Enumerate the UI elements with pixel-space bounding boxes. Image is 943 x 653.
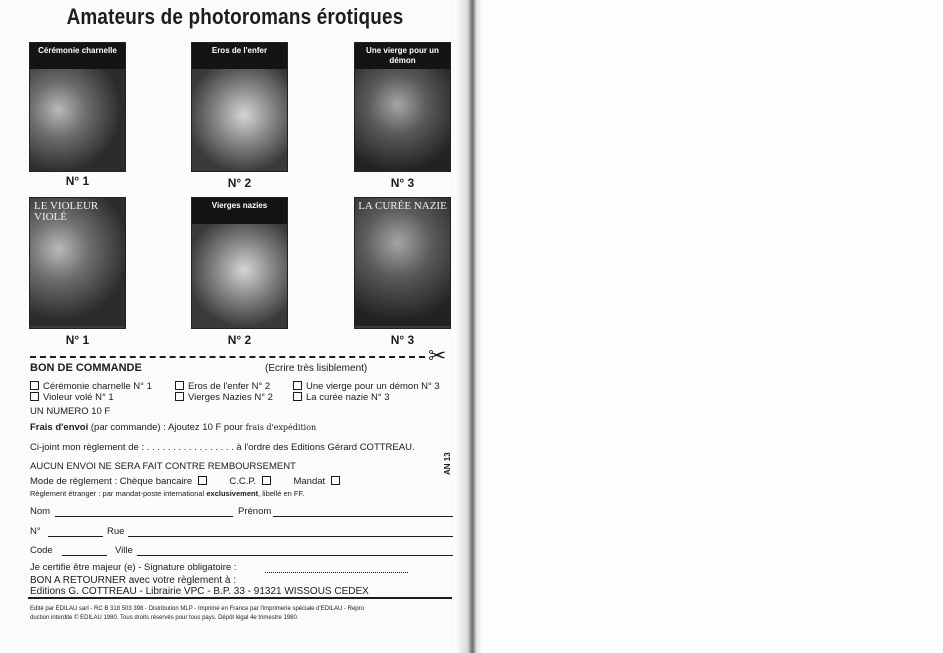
cover-number: N° 2 bbox=[227, 333, 252, 347]
code-an: AN 13 bbox=[443, 452, 452, 475]
cover-une-vierge-pour-un-demon bbox=[355, 43, 450, 171]
option-label: Cérémonie charnelle N° 1 bbox=[43, 381, 152, 392]
payment-line: Ci-joint mon règlement de : . . . . . . . . . . . . . . . . . à l'ordre des Editions Gérard COTTREAU. bbox=[30, 442, 415, 453]
prenom-field[interactable] bbox=[273, 516, 453, 517]
numero-field[interactable] bbox=[48, 536, 103, 537]
numero-label: N° bbox=[30, 526, 41, 537]
cut-line bbox=[30, 356, 425, 358]
rue-field[interactable] bbox=[128, 536, 453, 537]
cover-number: N° 3 bbox=[390, 333, 415, 347]
checkbox[interactable] bbox=[30, 381, 39, 390]
book-gutter bbox=[455, 0, 483, 653]
shipping-line bbox=[30, 422, 316, 433]
cover-le-violeur-viole bbox=[30, 198, 125, 328]
left-page bbox=[0, 0, 470, 653]
cover-eros-de-lenfer bbox=[192, 43, 287, 171]
mode-mandat-label: Mandat bbox=[293, 476, 326, 487]
cover-title: Une vierge pour un démon bbox=[355, 43, 450, 69]
footer-rule bbox=[28, 597, 452, 599]
option-violeur-vole[interactable] bbox=[30, 392, 114, 403]
signature-field[interactable] bbox=[265, 572, 408, 573]
shipping-text: (par commande) : Ajoutez 10 F pour bbox=[90, 422, 243, 433]
cover-ceremonie-charnelle bbox=[30, 43, 125, 171]
option-label: Eros de l'enfer N° 2 bbox=[188, 381, 271, 392]
foreign-text: Règlement étranger : par mandat-poste international bbox=[30, 489, 205, 498]
nom-label: Nom bbox=[30, 506, 51, 517]
foreign-bold: exclusivement bbox=[206, 489, 259, 498]
checkbox[interactable] bbox=[293, 392, 302, 401]
return-line-1: BON A RETOURNER avec votre règlement à : bbox=[30, 575, 237, 586]
option-label: La curée nazie N° 3 bbox=[306, 392, 390, 403]
checkbox[interactable] bbox=[175, 392, 184, 401]
ville-label: Ville bbox=[115, 545, 133, 556]
order-form-heading: BON DE COMMANDE bbox=[30, 362, 142, 374]
no-cod-line: AUCUN ENVOI NE SERA FAIT CONTRE REMBOURSEMENT bbox=[30, 461, 296, 472]
order-form-note: (Ecrire très lisiblement) bbox=[265, 363, 368, 374]
shipping-label: Frais d'envoi bbox=[30, 422, 89, 433]
return-line-2: Editions G. COTTREAU - Librairie VPC - B.P. 33 - 91321 WISSOUS CEDEX bbox=[30, 586, 369, 597]
prenom-label: Prénom bbox=[238, 506, 272, 517]
rue-label: Rue bbox=[107, 526, 125, 537]
option-la-curee-nazie[interactable] bbox=[293, 392, 390, 403]
payment-mode-line bbox=[30, 476, 344, 487]
cheque-checkbox[interactable] bbox=[198, 476, 207, 485]
cover-la-curee-nazie bbox=[355, 198, 450, 328]
cover-title: LE VIOLEUR VIOLÉ bbox=[34, 200, 99, 223]
cover-photo bbox=[192, 69, 287, 171]
mandat-checkbox[interactable] bbox=[331, 476, 340, 485]
price-line: UN NUMERO 10 F bbox=[30, 406, 111, 417]
checkbox[interactable] bbox=[293, 381, 302, 390]
option-eros-de-lenfer[interactable] bbox=[175, 381, 270, 392]
option-vierges-nazies[interactable] bbox=[175, 392, 273, 403]
cover-number: N° 3 bbox=[390, 176, 415, 190]
cover-photo bbox=[192, 224, 287, 326]
footer-line-1: Edité par EDILAU sarl - RC B 318 503 398 - Distribution MLP - Imprimé en France par l'imprimerie spéciale d'EDILAU - Repro bbox=[30, 606, 364, 612]
ville-field[interactable] bbox=[137, 555, 453, 556]
foreign-payment-line bbox=[30, 489, 304, 498]
option-ceremonie-charnelle[interactable] bbox=[30, 381, 152, 392]
code-label: Code bbox=[30, 545, 53, 556]
cover-photo bbox=[355, 69, 450, 171]
option-label: Une vierge pour un démon N° 3 bbox=[306, 381, 440, 392]
mode-cheque-label: Mode de règlement : Chèque bancaire bbox=[30, 476, 193, 487]
ccp-checkbox[interactable] bbox=[262, 476, 271, 485]
cover-title: Cérémonie charnelle bbox=[30, 43, 125, 69]
cover-number: N° 1 bbox=[65, 333, 90, 347]
cover-title: Eros de l'enfer bbox=[192, 43, 287, 69]
option-label: Vierges Nazies N° 2 bbox=[188, 392, 273, 403]
right-page bbox=[470, 0, 943, 653]
shipping-handwritten: frais d'expédition bbox=[245, 423, 317, 432]
code-field[interactable] bbox=[62, 555, 107, 556]
cover-number: N° 1 bbox=[65, 174, 90, 188]
cover-title: LA CURÉE NAZIE bbox=[358, 200, 447, 212]
footer-line-2: duction interdite © EDILAU 1980. Tous droits réservés pour tous pays. Dépôt légal 4e trimestre 1980. bbox=[30, 615, 299, 621]
checkbox[interactable] bbox=[175, 381, 184, 390]
option-une-vierge[interactable] bbox=[293, 381, 440, 392]
cover-photo bbox=[30, 69, 125, 171]
scissors-icon: ✂ bbox=[428, 343, 447, 368]
certify-line: Je certifie être majeur (e) - Signature obligatoire : bbox=[30, 562, 237, 573]
nom-field[interactable] bbox=[55, 516, 233, 517]
cover-vierges-nazies bbox=[192, 198, 287, 328]
page-title: Amateurs de photoromans érotiques bbox=[66, 4, 404, 29]
cover-title: Vierges nazies bbox=[192, 198, 287, 224]
option-label: Violeur volé N° 1 bbox=[43, 392, 114, 403]
foreign-end: , libellé en FF. bbox=[258, 489, 305, 498]
checkbox[interactable] bbox=[30, 392, 39, 401]
cover-number: N° 2 bbox=[227, 176, 252, 190]
mode-ccp-label: C.C.P. bbox=[229, 476, 257, 487]
